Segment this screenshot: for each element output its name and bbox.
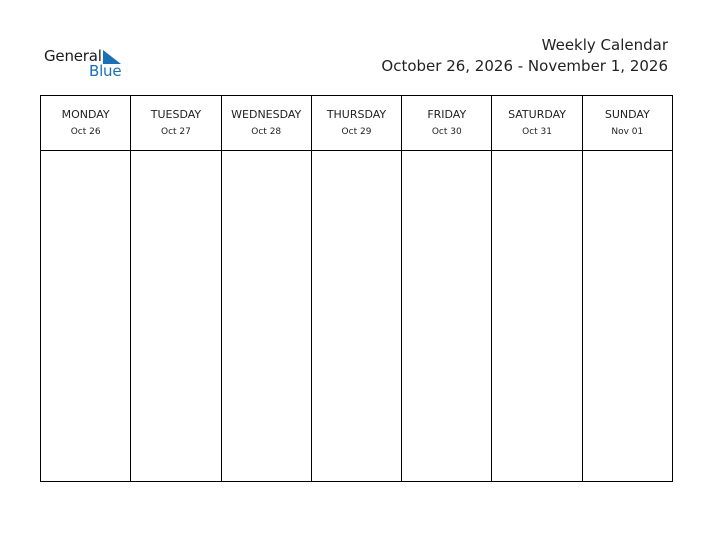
day-cell (312, 151, 401, 481)
day-header (312, 96, 401, 151)
logo-text-general: General (44, 47, 102, 65)
day-cell (41, 151, 130, 481)
day-date: Oct 26 (70, 127, 101, 137)
weekly-calendar-grid (40, 95, 673, 482)
page-title: Weekly Calendar (541, 36, 668, 54)
day-cell (402, 151, 491, 481)
day-name: MONDAY (61, 108, 110, 121)
day-cell (583, 151, 672, 481)
day-name: FRIDAY (427, 108, 467, 121)
day-header (131, 96, 220, 151)
day-column-sunday (582, 96, 672, 481)
day-column-monday (41, 96, 130, 481)
day-column-saturday (491, 96, 581, 481)
logo-text-blue: Blue (89, 62, 122, 80)
generalblue-logo (44, 46, 124, 82)
day-header (492, 96, 581, 151)
day-name: WEDNESDAY (231, 108, 302, 121)
day-name: THURSDAY (326, 108, 387, 121)
day-cell (131, 151, 220, 481)
day-date: Oct 28 (251, 127, 282, 137)
day-header (583, 96, 672, 151)
day-header (41, 96, 130, 151)
day-date: Oct 31 (522, 127, 552, 137)
day-name: SUNDAY (604, 108, 650, 121)
day-date: Oct 30 (431, 127, 462, 137)
day-column-wednesday (221, 96, 311, 481)
day-header (402, 96, 491, 151)
day-cell (492, 151, 581, 481)
day-column-thursday (311, 96, 401, 481)
date-range: October 26, 2026 - November 1, 2026 (381, 57, 668, 75)
day-column-friday (401, 96, 491, 481)
day-column-tuesday (130, 96, 220, 481)
day-name: SATURDAY (508, 108, 567, 121)
day-cell (222, 151, 311, 481)
day-date: Oct 29 (341, 127, 372, 137)
day-date: Nov 01 (611, 127, 644, 137)
day-header (222, 96, 311, 151)
day-date: Oct 27 (160, 127, 191, 137)
day-name: TUESDAY (150, 108, 202, 121)
